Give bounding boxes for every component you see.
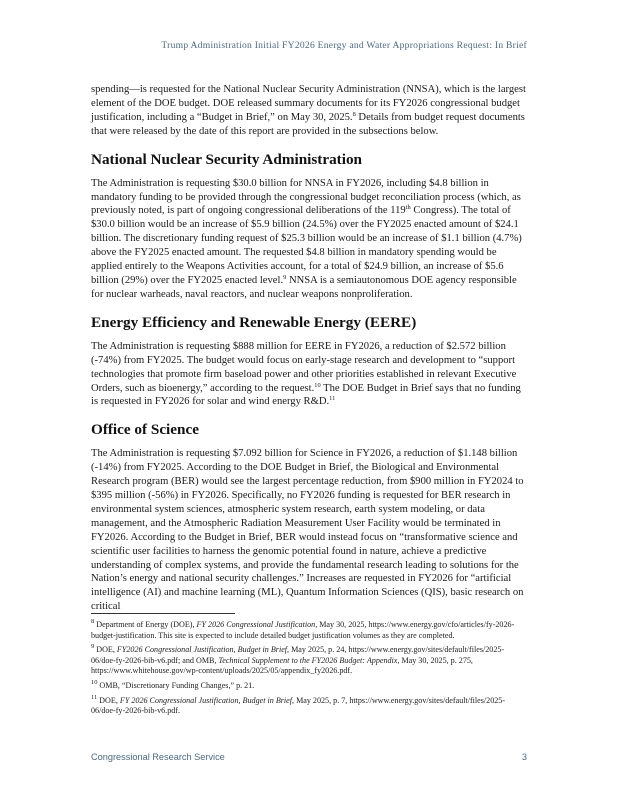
section-heading-nnsa: National Nuclear Security Administration <box>91 150 362 168</box>
footnote-divider <box>91 613 235 614</box>
footnote-ref-8[interactable]: 8 <box>352 110 356 118</box>
footnote-10: $^{10}$ OMB, “Discretionary Funding Changes,” p. 21. <box>91 678 255 690</box>
running-header: Trump Administration Initial FY2026 Energy and Water Appropriations Request: In Brief <box>161 40 527 51</box>
footnote-9: $^9$ DOE, FY2026 Congressional Justification, Budget in Brief, May 2025, p. 24, https://www.energy.gov/sites/default/files/2025-06/doe-fy-2026-bib-v6.pdf; and OMB, Technical Supplement to the FY2026 Budget: Appendix, May 30, 2025, p. 275, https://www.whitehouse.gov/wp-content/uploads/2025/05/appendix_fy2026.pdf. <box>91 643 505 676</box>
footnote-ref-9[interactable]: 9 <box>283 273 287 281</box>
intro-paragraph: spending—is requested for the National Nuclear Security Administration (NNSA), which is the largest element of the DOE budget. DOE released summary documents for its FY2026 congressional budget justification, including a “Budget in Brief,” on May 30, 2025.$^8$ Details from budget request documents that were released by the date of this report are provided in the subsections below. <box>91 84 526 137</box>
section-heading-science: Office of Science <box>91 421 199 439</box>
eere-paragraph: The Administration is requesting $888 million for EERE in FY2026, a reduction of $2.572 billion (-74%) from FY2025. The budget would focus on early-stage research and development to “support technologies that promote firm baseload power and other priorities established in relevant Executive Orders, such as bioenergy,” according to the request.$^{10}$ The DOE Budget in Brief says that no funding is requested in FY2026 for solar and wind energy R&D.$^{11}$ <box>91 340 521 408</box>
page-footer <box>91 752 527 766</box>
footer-publisher: Congressional Research Service <box>91 752 225 762</box>
footnote-8: $^8$ Department of Energy (DOE), FY 2026 Congressional Justification, May 30, 2025, https://www.energy.gov/cfo/articles/fy-2026-budget-justification. This site is expected to include detailed budget justification volumes as they are completed. <box>91 618 515 640</box>
footnote-11: $^{11}$ DOE, FY 2026 Congressional Justification, Budget in Brief, May 2025, p. 7, https://www.energy.gov/sites/default/files/2025-06/doe-fy-2026-bib-v6.pdf. <box>91 693 506 716</box>
footnote-ref-11[interactable]: 11 <box>329 395 336 403</box>
page-number: 3 <box>521 752 527 762</box>
science-paragraph: The Administration is requesting $7.092 billion for Science in FY2026, a reduction of $1.148 billion (-14%) from FY2025. According to the DOE Budget in Brief, the Biological and Environmental Research program (BER) would see the largest percentage reduction, from $900 million in FY2024 to $395 million (-56%) in FY2026. Specifically, no FY2026 funding is requested for BER research in environmental system sciences, atmospheric system research, earth system modeling, or data management, and the Atmospheric Radiation Measurement User Facility would be terminated in FY2026. According to the Budget in Brief, BER would instead focus on “transformative science and scientific user facilities to harness the genomic potential found in nature, achieve a predictive understanding of complex systems, and provide the fundamental research leading to solutions for the Nation’s energy and national security challenges.” Increases are requested in FY2026 for “artificial intelligence (AI) and machine learning (ML), Quantum Information Sciences (QIS), basic research on critical <box>91 448 524 613</box>
main-content <box>91 83 527 614</box>
nnsa-paragraph: The Administration is requesting $30.0 billion for NNSA in FY2026, including $4.8 billion in mandatory funding to be provided through the congressional budget reconciliation process (which, as previously noted, is part of ongoing congressional deliberations of the 119th Congress). The total of $30.0 billion would be an increase of $5.9 billion (24.5%) over the FY2025 enacted amount of $24.1 billion. The discretionary funding request of $25.3 billion would be an increase of $1.1 billion (4.7%) above the FY2025 enacted amount. The requested $4.8 billion in mandatory spending would be applied entirely to the Weapons Activities account, for a total of $24.9 billion, an increase of $5.6 billion (29%) over the FY2025 enacted level.$^9$ NNSA is a semiautonomous DOE agency responsible for nuclear warheads, naval reactors, and nuclear weapons nonproliferation. <box>91 177 522 300</box>
footnotes <box>91 613 527 721</box>
footnote-ref-10[interactable]: 10 <box>314 381 321 389</box>
ordinal-suffix: th <box>405 204 411 212</box>
section-heading-eere: Energy Efficiency and Renewable Energy (EERE) <box>91 313 417 331</box>
